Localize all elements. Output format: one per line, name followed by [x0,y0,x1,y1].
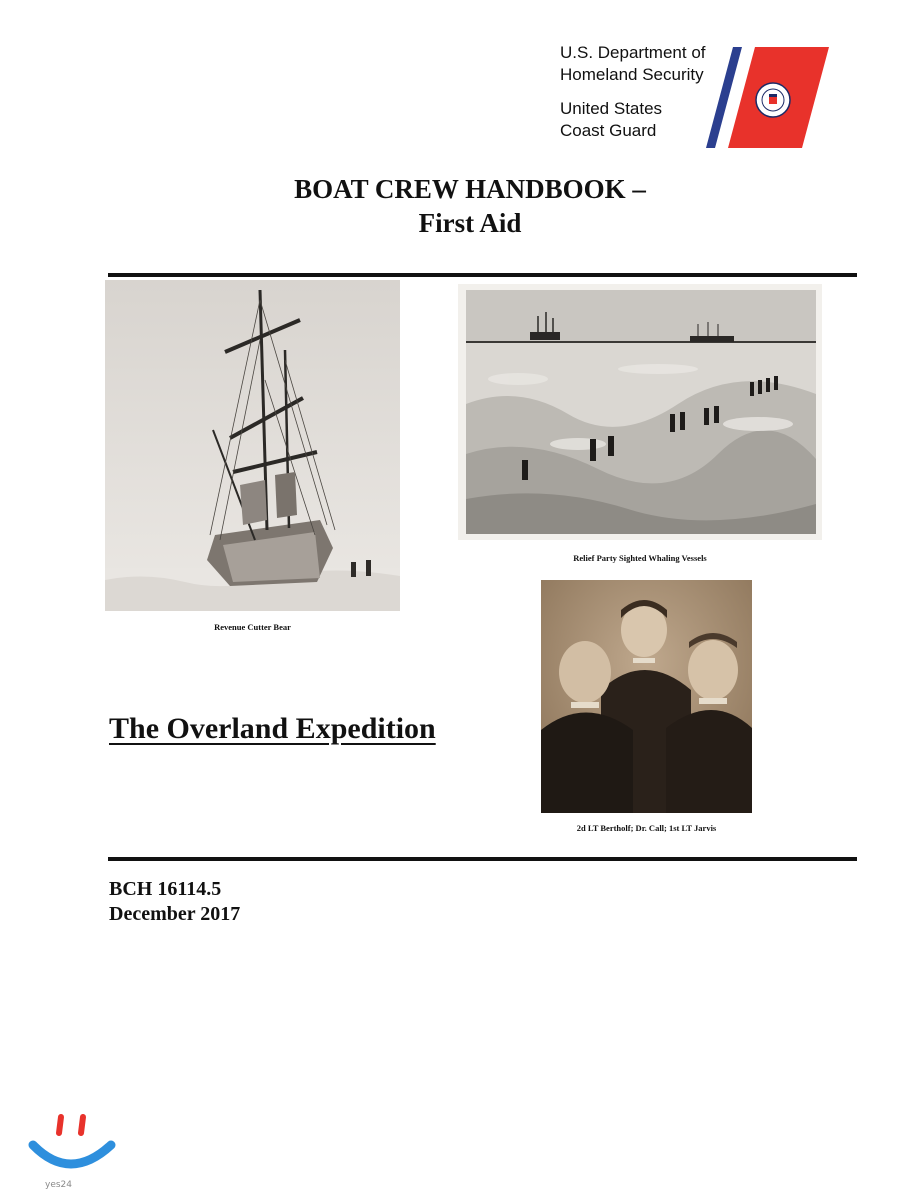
caption-relief-party: Relief Party Sighted Whaling Vessels [573,553,707,563]
yes24-watermark-logo [25,1105,120,1190]
title-line-1: BOAT CREW HANDBOOK – [294,174,646,204]
service-line-1: United States [560,99,663,118]
relief-party-photo [458,284,822,540]
top-divider [108,273,857,277]
title-line-2: First Aid [418,208,522,238]
caption-ship: Revenue Cutter Bear [214,622,291,632]
agency-block [560,42,706,142]
document-date: December 2017 [109,903,241,925]
agency-line-1: U.S. Department of [560,43,706,62]
section-title: The Overland Expedition [109,712,436,745]
coast-guard-stripe-logo [705,45,830,150]
document-info [109,877,240,927]
watermark-text: yes24 [45,1180,73,1190]
caption-officers: 2d LT Bertholf; Dr. Call; 1st LT Jarvis [576,823,717,833]
bottom-divider [108,857,857,861]
agency-line-2: Homeland Security [560,65,704,84]
officers-portrait-photo [541,580,752,813]
ship-photo [105,280,400,611]
service-line-2: Coast Guard [560,121,657,140]
document-title [0,172,900,240]
document-id: BCH 16114.5 [109,878,222,900]
